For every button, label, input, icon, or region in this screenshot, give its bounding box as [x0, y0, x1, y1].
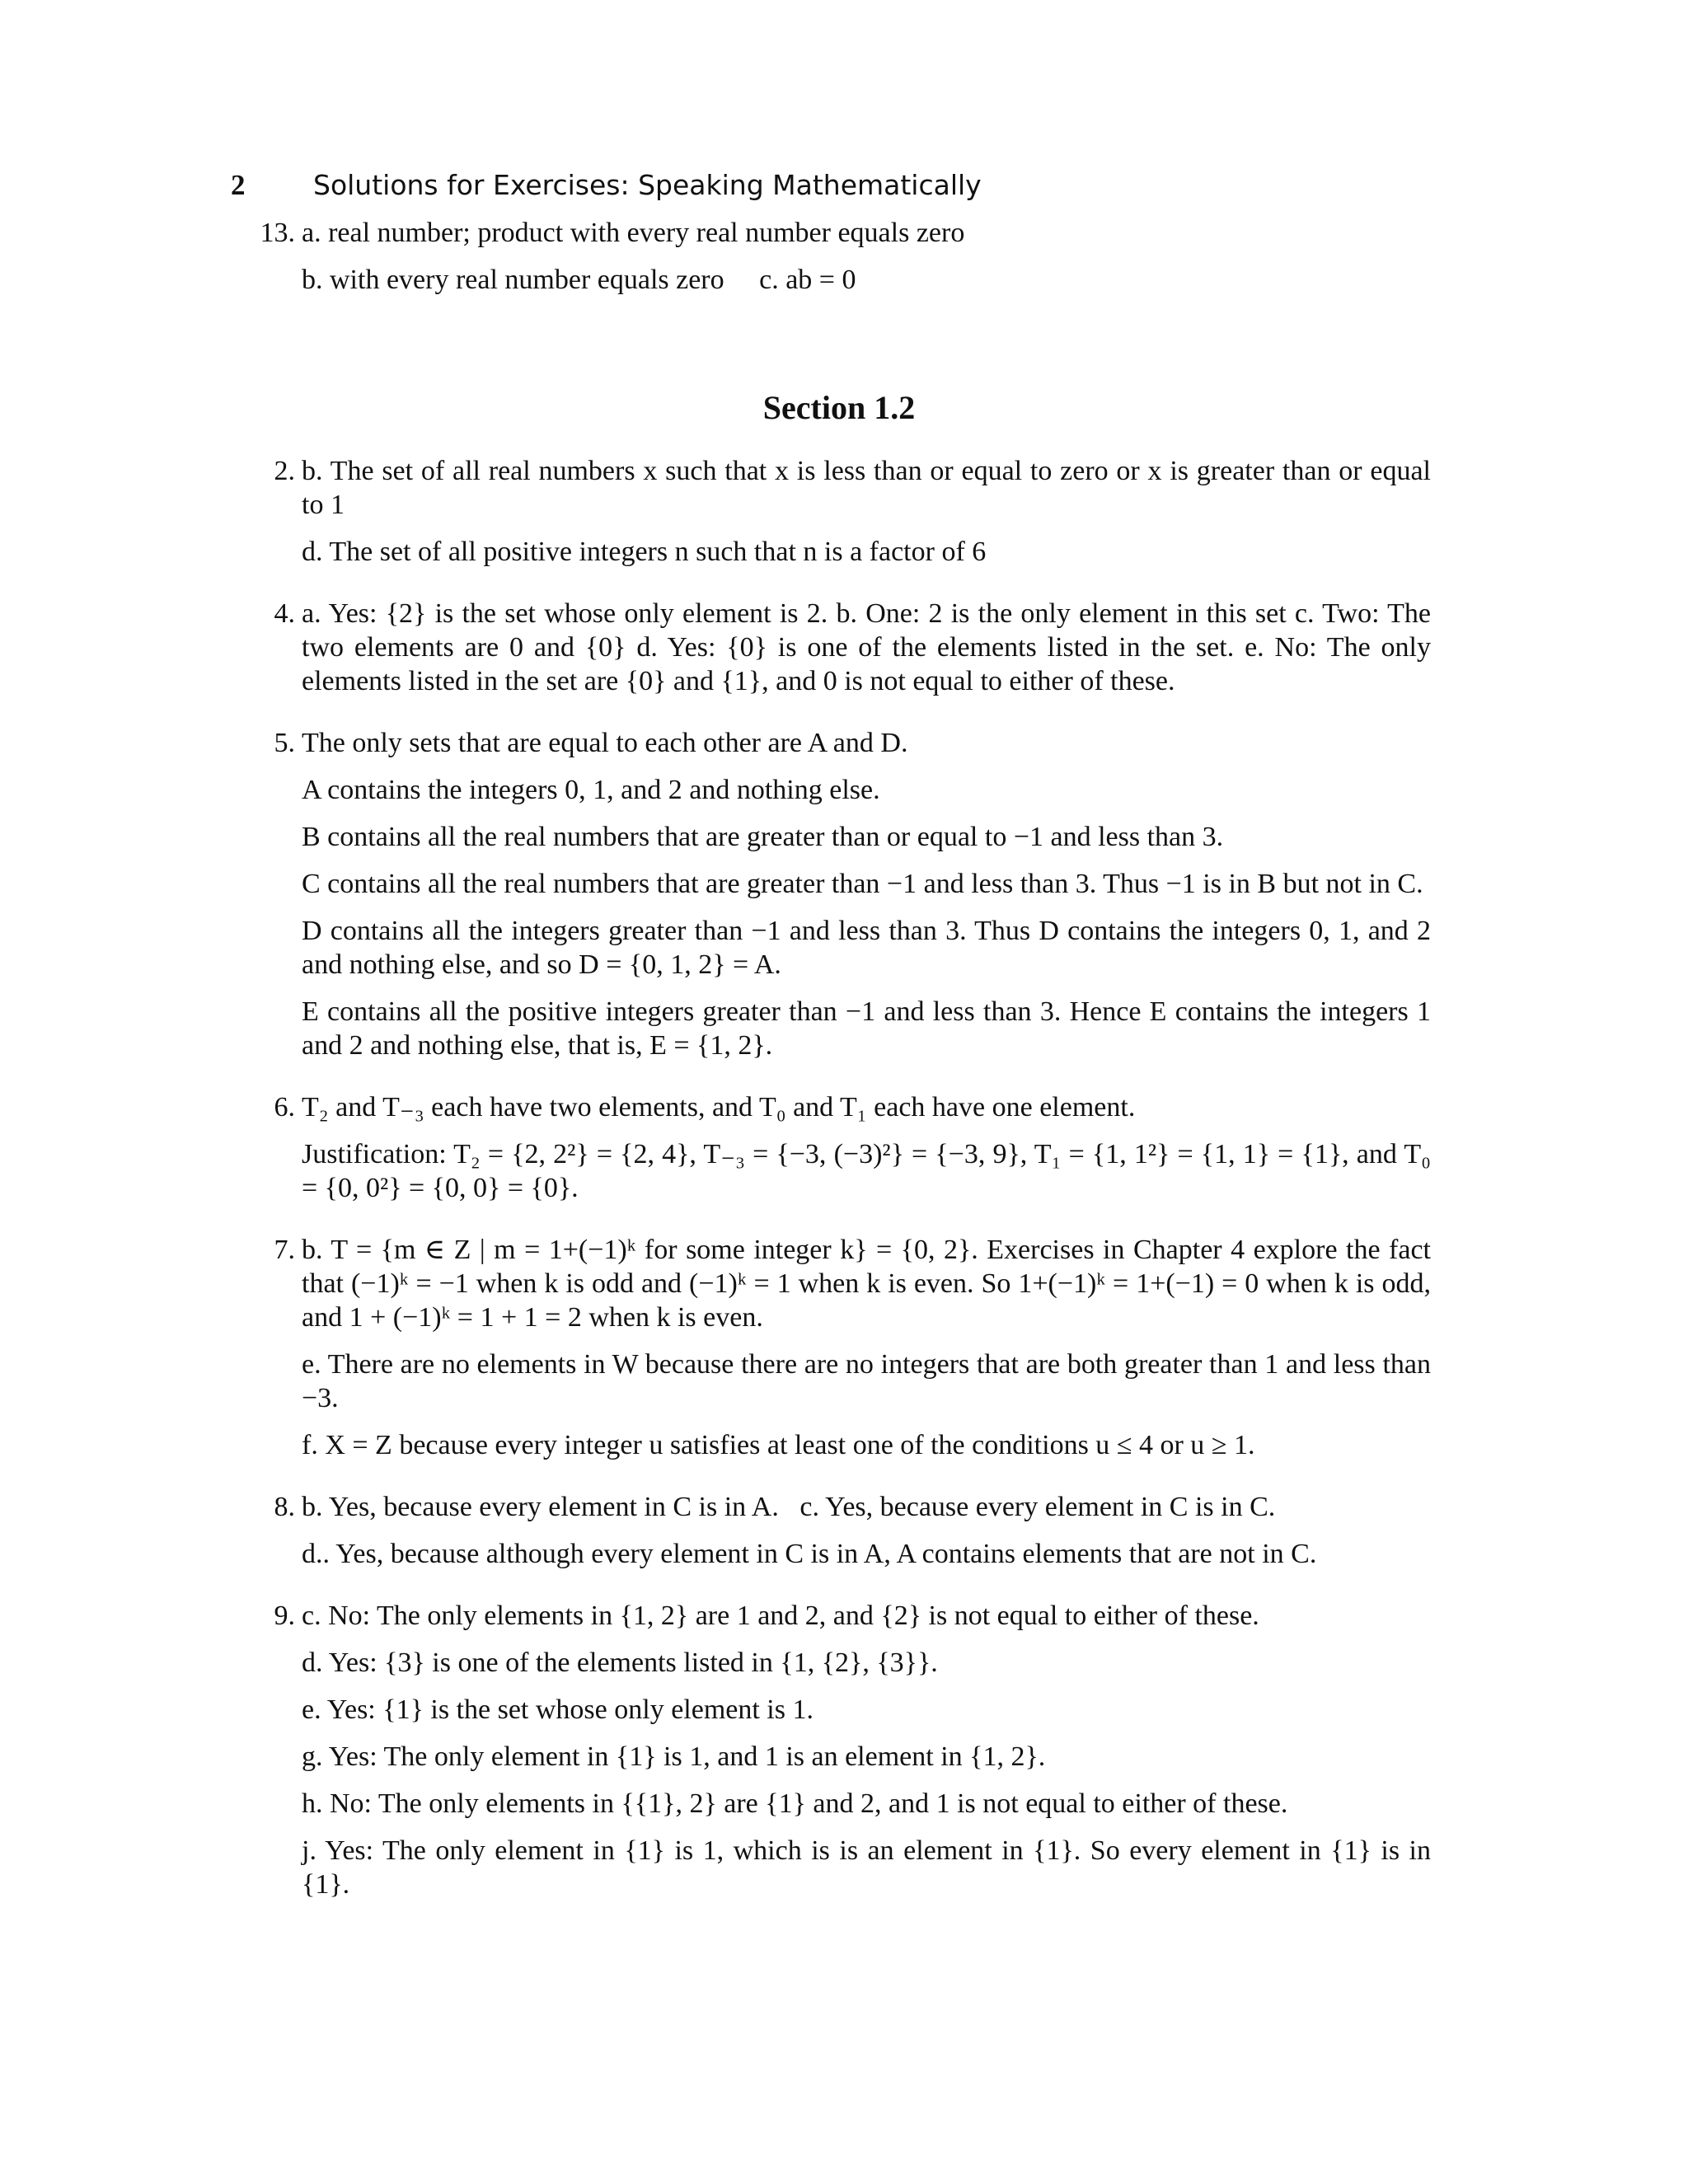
paragraph: h. No: The only elements in {{1}, 2} are {1} and 2, and 1 is not equal to either of these.: [302, 1788, 1288, 1819]
exercise-6: [247, 1090, 1431, 1205]
paragraph: A contains the integers 0, 1, and 2 and nothing else.: [302, 775, 880, 805]
exercise-8: [247, 1490, 1431, 1571]
paragraph: j. Yes: The only element in {1} is 1, which is is an element in {1}. So every element in {1} is in {1}.: [302, 1835, 1431, 1900]
paragraph: g. Yes: The only element in {1} is 1, and 1 is an element in {1, 2}.: [302, 1741, 1046, 1772]
paragraph: d. Yes: {3} is one of the elements listed in {1, {2}, {3}}.: [302, 1647, 938, 1678]
section-title: Section 1.2: [762, 389, 916, 426]
exercise-2: [247, 454, 1431, 569]
page-body: [247, 216, 1431, 1915]
paragraph: D contains all the integers greater than −1 and less than 3. Thus D contains the integers 0, 1, and 2 and nothing else, and so D = {0, 1, 2} = A.: [302, 916, 1431, 980]
paragraph: a. Yes: {2} is the set whose only element is 2. b. One: 2 is the only element in this set c. Two: The two elements are 0 and {0} d. Yes: {0} is one of the elements listed in the set. e. No: The only elements listed in the set are {0} and {1}, and 0 is not equal to either of these.: [302, 598, 1431, 696]
exercise-7: [247, 1233, 1431, 1462]
exercise-4: [247, 597, 1431, 698]
paragraph: E contains all the positive integers greater than −1 and less than 3. Hence E contains the integers 1 and 2 and nothing else, that is, E = {1, 2}.: [302, 996, 1431, 1061]
paragraph: d.. Yes, because although every element in C is in A, A contains elements that are not in C.: [302, 1539, 1317, 1569]
page-header: [231, 169, 982, 202]
paragraph: f. X = Z because every integer u satisfies at least one of the conditions u ≤ 4 or u ≥ 1.: [302, 1430, 1255, 1460]
paragraph: C contains all the real numbers that are greater than −1 and less than 3. Thus −1 is in B but not in C.: [302, 869, 1423, 899]
paragraph: c. No: The only elements in {1, 2} are 1 and 2, and {2} is not equal to either of these.: [302, 1601, 1259, 1631]
paragraph: e. There are no elements in W because there are no integers that are both greater than 1 and less than −3.: [302, 1349, 1431, 1413]
item-number: 2.: [274, 456, 295, 486]
item-number: 8.: [274, 1492, 295, 1522]
exercise-9: [247, 1599, 1431, 1901]
paragraph: b. with every real number equals zero c. ab = 0: [302, 265, 856, 295]
item-number: 4.: [274, 598, 295, 629]
item-number: 7.: [274, 1235, 295, 1265]
paragraph: Justification: T₂ = {2, 2²} = {2, 4}, T₋₃ = {−3, (−3)²} = {−3, 9}, T₁ = {1, 1²} = {1, 1} = {1}, and T₀ = {0, 0²} = {0, 0} = {0}.: [302, 1139, 1431, 1203]
exercise-13: [247, 216, 1431, 297]
exercise-5: [247, 726, 1431, 1062]
paragraph: d. The set of all positive integers n such that n is a factor of 6: [302, 537, 987, 567]
item-number: 6.: [274, 1092, 295, 1122]
paragraph: T₂ and T₋₃ each have two elements, and T₀ and T₁ each have one element.: [302, 1092, 1136, 1122]
paragraph: a. real number; product with every real number equals zero: [302, 218, 965, 248]
paragraph: b. T = {m ∈ Z | m = 1+(−1)ᵏ for some integer k} = {0, 2}. Exercises in Chapter 4 explore the fact that (−1)ᵏ = −1 when k is odd and (−1)ᵏ = 1 when k is even. So 1+(−1)ᵏ = 1+(−1) = 0 when k is odd, and 1 + (−1)ᵏ = 1 + 1 = 2 when k is even.: [302, 1235, 1431, 1333]
item-number: 9.: [274, 1601, 295, 1631]
running-title: Solutions for Exercises: Speaking Mathematically: [313, 169, 982, 201]
paragraph: B contains all the real numbers that are greater than or equal to −1 and less than 3.: [302, 822, 1224, 852]
paragraph: The only sets that are equal to each other are A and D.: [302, 728, 908, 758]
item-number: 5.: [274, 728, 295, 758]
paragraph: e. Yes: {1} is the set whose only element is 1.: [302, 1694, 814, 1725]
page-number: 2: [231, 169, 246, 201]
item-number: 13.: [260, 218, 295, 248]
paragraph: b. Yes, because every element in C is in A. c. Yes, because every element in C is in C.: [302, 1492, 1276, 1522]
paragraph: b. The set of all real numbers x such that x is less than or equal to zero or x is greater than or equal to 1: [302, 456, 1431, 520]
